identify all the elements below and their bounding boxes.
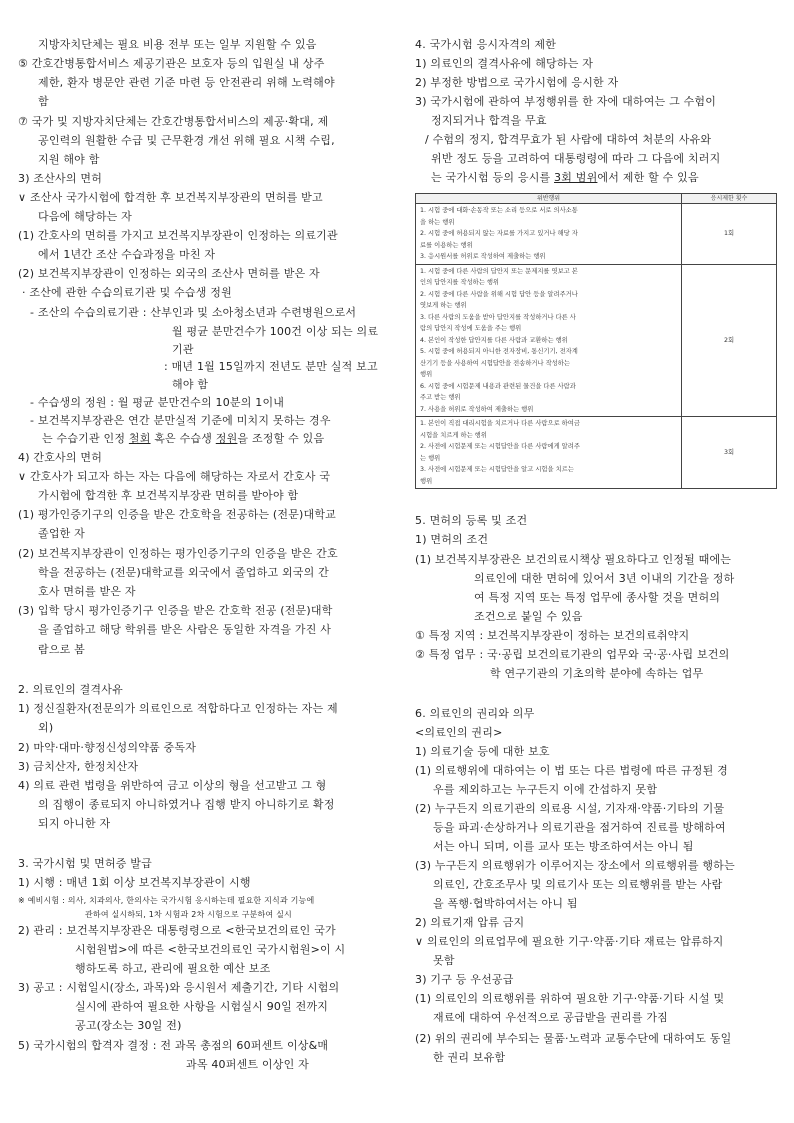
text-line: 에서 1년간 조산 수습과정을 마친 자 bbox=[38, 248, 216, 261]
section-heading: 4. 국가시험 응시자격의 제한 bbox=[415, 38, 557, 51]
act-line: 을 하는 행위 bbox=[420, 218, 455, 226]
violation-table bbox=[415, 193, 777, 489]
act-line: 주고 받는 행위 bbox=[420, 394, 461, 401]
table-cell-count: 2회 bbox=[682, 264, 777, 417]
text-line: 되지 아니한 자 bbox=[38, 817, 111, 830]
text-line bbox=[42, 432, 324, 446]
section-heading: 3. 국가시험 및 면허증 발급 bbox=[18, 857, 152, 870]
text-line: 여 특정 지역 또는 특정 업무에 종사할 것을 면허의 bbox=[474, 591, 721, 604]
text-line: - 보건복지부장관은 연간 분만실적 기준에 미치지 못하는 경우 bbox=[30, 414, 331, 427]
text-segment: 에서 제한 할 수 있음 bbox=[597, 171, 699, 184]
text-line: <의료인의 권리> bbox=[415, 726, 503, 739]
act-line: 4. 본인이 작성한 답안지를 다른 사람과 교환하는 행위 bbox=[420, 336, 568, 344]
table-cell-acts bbox=[416, 417, 682, 489]
text-line: 2) 마약·대마·향정신성의약품 중독자 bbox=[18, 741, 197, 754]
text-line: 제한, 환자 병문안 관련 기준 마련 등 안전관리 위해 노력해야 bbox=[38, 76, 335, 89]
text-line: 가시험에 합격한 후 보건복지부장관 면허를 받아야 함 bbox=[38, 489, 299, 502]
act-line: 3. 응시원서를 허위로 작성하여 제출하는 행위 bbox=[420, 253, 546, 260]
text-line: 2) 의료기재 압류 금지 bbox=[415, 916, 525, 929]
text-line: 2) 부정한 방법으로 국가시험에 응시한 자 bbox=[415, 76, 619, 89]
text-line: 시험원법>에 따른 <한국보건의료인 국가시험원>이 시 bbox=[75, 943, 346, 956]
text-line: ∨ 조산사 국가시험에 합격한 후 보건복지부장관의 면허를 받고 bbox=[18, 191, 323, 204]
text-line: (1) 의료인의 의료행위를 위하여 필요한 기구·약품·기타 시설 및 bbox=[415, 992, 725, 1005]
text-line: ∨ 의료인의 의료업무에 필요한 기구·약품·기타 재료는 압류하지 bbox=[415, 935, 724, 948]
text-line: ∨ 간호사가 되고자 하는 자는 다음에 해당하는 자로서 간호사 국 bbox=[18, 470, 331, 483]
text-line: 학 연구기관의 기초의학 분야에 속하는 업무 bbox=[490, 667, 704, 680]
text-line: 호사 면허를 받은 자 bbox=[38, 585, 136, 598]
text-line: (2) 보건복지부장관이 인정하는 외국의 조산사 면허를 받은 자 bbox=[18, 267, 320, 280]
act-line: 2. 사전에 시험문제 또는 시험답안을 다른 사람에게 알려주 bbox=[420, 443, 580, 450]
text-line: 3) 기구 등 우선공급 bbox=[415, 973, 514, 986]
text-line: 1) 의료인의 결격사유에 해당하는 자 bbox=[415, 57, 594, 70]
text-line: 공고(장소는 30일 전) bbox=[75, 1019, 182, 1032]
act-line: 3. 다른 사람의 도움을 받아 답안지를 작성하거나 다른 사 bbox=[420, 313, 576, 321]
text-line: 과목 40퍼센트 이상인 자 bbox=[186, 1058, 309, 1071]
text-line: 실시에 관하여 필요한 사항을 시험실시 90일 전까지 bbox=[75, 1000, 329, 1013]
text-line: (3) 누구든지 의료행위가 이루어지는 장소에서 의료행위를 행하는 bbox=[415, 859, 735, 872]
act-line: 람의 답안지 작성에 도움을 주는 행위 bbox=[420, 325, 522, 332]
text-line: - 조산의 수습의료기관 : 산부인과 및 소아청소년과 수련병원으로서 bbox=[30, 306, 357, 319]
text-line-content: 는 수습기관 인정 철회 혹은 수습생 정원을 조정할 수 있음 bbox=[42, 432, 325, 445]
act-line: 1. 본인이 직접 대리시험을 치르거나 다른 사람으로 하여금 bbox=[420, 420, 580, 427]
text-line: (1) 평가인증기구의 인증을 받은 간호학을 전공하는 (전문)대학교 bbox=[18, 508, 336, 521]
table-cell-count: 1회 bbox=[682, 204, 777, 265]
text-line: 5) 국가시험의 합격자 결정 : 전 과목 총점의 60퍼센트 이상&매 bbox=[18, 1039, 329, 1052]
text-line: 재료에 대하여 우선적으로 공급받을 권리를 가짐 bbox=[433, 1011, 669, 1024]
text-line: 함 bbox=[38, 95, 49, 108]
act-line: 는 행위 bbox=[420, 454, 441, 462]
text-line: 졸업한 자 bbox=[38, 527, 86, 540]
table-row bbox=[416, 417, 777, 489]
text-line: 2) 관리 : 보건복지부장관은 대통령령으로 <한국보건의료인 국가 bbox=[18, 924, 336, 937]
text-line: 지원 해야 함 bbox=[38, 153, 100, 166]
text-line: : 매년 1월 15일까지 전년도 분만 실적 보고 bbox=[164, 360, 378, 373]
text-line: (3) 입학 당시 평가인증기구 인증을 받은 간호학 전공 (전문)대학 bbox=[18, 604, 333, 617]
text-line: 한 권리 보유함 bbox=[433, 1051, 506, 1064]
act-line: 산기기 등을 사용하여 시험답안을 전송하거나 작성하는 bbox=[420, 359, 570, 367]
text-line: 4) 의료 관련 법령을 위반하여 금고 이상의 형을 선고받고 그 형 bbox=[18, 779, 327, 792]
text-line: / 수험의 정지, 합격무효가 된 사람에 대하여 처분의 사유와 bbox=[425, 133, 712, 146]
text-line: (1) 의료행위에 대하여는 이 법 또는 다른 법령에 따른 규정된 경 bbox=[415, 764, 728, 777]
text-line: · 조산에 관한 수습의료기관 및 수습생 정원 bbox=[22, 286, 232, 299]
text-line: 3) 국가시험에 관하여 부정행위를 한 자에 대하여는 그 수험이 bbox=[415, 95, 717, 108]
act-line: 시험을 치르게 하는 행위 bbox=[420, 431, 487, 439]
section-heading: 5. 면허의 등록 및 조건 bbox=[415, 514, 528, 527]
text-line: 서는 아니 되며, 이를 교사 또는 방조하여서는 아니 됨 bbox=[433, 840, 694, 853]
text-line: 공인력의 원활한 수급 및 근무환경 개선 위해 필요 시책 수립, bbox=[38, 134, 335, 147]
note-line: 관하여 실시하되, 1차 시험과 2차 시험으로 구분하여 실시 bbox=[85, 910, 292, 919]
section-heading: 6. 의료인의 권리와 의무 bbox=[415, 707, 535, 720]
text-line: 못함 bbox=[433, 954, 455, 967]
text-line: (2) 위의 권리에 부수되는 물품·노력과 교통수단에 대하여도 동일 bbox=[415, 1032, 732, 1045]
text-line: ② 특정 업무 : 국·공립 보건의료기관의 업무와 국·공·사립 보건의 bbox=[415, 648, 730, 661]
text-line: - 수습생의 정원 : 월 평균 분만건수의 10분의 1이내 bbox=[30, 396, 285, 409]
text-line: 을 폭행·협박하여서는 아니 됨 bbox=[433, 897, 578, 910]
text-line: 1) 의료기술 등에 대한 보호 bbox=[415, 745, 550, 758]
text-line: 1) 면허의 조건 bbox=[415, 533, 489, 546]
text-line: 람으로 봄 bbox=[38, 643, 86, 656]
section-heading: 3) 조산사의 면허 bbox=[18, 172, 103, 185]
text-line: 1) 시행 : 매년 1회 이상 보건복지부장관이 시행 bbox=[18, 876, 251, 889]
text-line: 월 평균 분만건수가 100건 이상 되는 의료 bbox=[172, 325, 379, 338]
text-line: 1) 정신질환자(전문의가 의료인으로 적합하다고 인정하는 자는 제 bbox=[18, 702, 338, 715]
text-line: (1) 보건복지부장관은 보건의료시책상 필요하다고 인정될 때에는 bbox=[415, 553, 732, 566]
text-line: 정지되거나 합격을 무효 bbox=[431, 114, 547, 127]
text-segment: 는 국가시험 등의 응시를 bbox=[431, 171, 555, 184]
section-heading: 4) 간호사의 면허 bbox=[18, 451, 103, 464]
act-line: 행위 bbox=[420, 477, 433, 485]
act-line: 1. 시험 중에 다른 사람의 답안지 또는 문제지를 엿보고 본 bbox=[420, 267, 578, 275]
text-line: 조건으로 붙일 수 있음 bbox=[474, 610, 583, 623]
act-line: 3. 사전에 시험문제 또는 시험답안을 알고 시험을 치르는 bbox=[420, 466, 574, 473]
text-line: 행하도록 하고, 관리에 필요한 예산 보조 bbox=[75, 962, 271, 975]
text-line: 을 졸업하고 해당 학위를 받은 사람은 동일한 자격을 가진 사 bbox=[38, 623, 332, 636]
text-line: 외) bbox=[38, 721, 54, 734]
act-line: 6. 시험 중에 시험문제 내용과 관련된 물건을 다른 사람과 bbox=[420, 382, 576, 390]
text-line: 의료인에 대한 면허에 있어서 3년 이내의 기간을 정하 bbox=[474, 572, 735, 585]
note-line: ※ 예비시험 : 의사, 치과의사, 한의사는 국가시험 응시하는데 필요한 지식과 기능에 bbox=[18, 896, 315, 905]
table-cell-count: 3회 bbox=[682, 417, 777, 489]
text-line: 지방자치단체는 필요 비용 전부 또는 일부 지원할 수 있음 bbox=[38, 38, 317, 51]
act-line: 5. 시험 중에 허용되지 아니한 전자장비, 통신기기, 전자계 bbox=[420, 348, 578, 355]
table-header: 위반행위 bbox=[416, 194, 682, 204]
text-line: ⑦ 국가 및 지방자치단체는 간호간병통합서비스의 제공·확대, 제 bbox=[18, 115, 329, 128]
act-line: 1. 시험 중에 대화·손동작 또는 소리 등으로 서로 의사소통 bbox=[420, 207, 578, 214]
table-row bbox=[416, 204, 777, 265]
text-line: 3) 공고 : 시험일시(장소, 과목)와 응시원서 제출기간, 기타 시험의 bbox=[18, 981, 340, 994]
underlined-text: 3회 범위 bbox=[554, 171, 598, 184]
text-line: 3) 금치산자, 한정치산자 bbox=[18, 760, 139, 773]
act-line: 엿보게 하는 행위 bbox=[420, 302, 467, 309]
act-line: 인의 답안지를 작성하는 행위 bbox=[420, 279, 499, 286]
table-header-row bbox=[416, 194, 777, 204]
text-line: 기관 bbox=[172, 343, 194, 356]
text-line: 학을 전공하는 (전문)대학교를 외국에서 졸업하고 외국의 간 bbox=[38, 566, 329, 579]
act-line: 행위 bbox=[420, 371, 433, 378]
text-line: 다음에 해당하는 자 bbox=[38, 210, 133, 223]
text-line: 해야 함 bbox=[172, 378, 209, 391]
text-line: 우를 제외하고는 누구든지 이에 간섭하지 못함 bbox=[433, 783, 658, 796]
table-cell-acts bbox=[416, 204, 682, 265]
text-line: ⑤ 간호간병통합서비스 제공기관은 보호자 등의 입원실 내 상주 bbox=[18, 57, 325, 70]
text-line: 등을 파괴·손상하거나 의료기관을 점거하여 진료를 방해하여 bbox=[433, 821, 726, 834]
text-line: 위반 정도 등을 고려하여 대통령령에 따라 그 다음에 치러지 bbox=[431, 152, 721, 165]
text-line: (2) 누구든지 의료기관의 의료용 시설, 기자재·약품·기타의 기물 bbox=[415, 802, 725, 815]
act-line: 7. 사용을 허위로 작성하여 제출하는 행위 bbox=[420, 405, 534, 413]
text-line: 의료인, 간호조무사 및 의료기사 또는 의료행위를 받는 사람 bbox=[433, 878, 723, 891]
text-line bbox=[431, 171, 699, 185]
text-line: ① 특정 지역 : 보건복지부장관이 정하는 보건의료취약지 bbox=[415, 629, 690, 642]
table-cell-acts bbox=[416, 264, 682, 417]
text-line: (1) 간호사의 면허를 가지고 보건복지부장관이 인정하는 의료기관 bbox=[18, 229, 338, 242]
section-heading: 2. 의료인의 결격사유 bbox=[18, 683, 123, 696]
table-row bbox=[416, 264, 777, 417]
text-line: (2) 보건복지부장관이 인정하는 평가인증기구의 인증을 받은 간호 bbox=[18, 547, 338, 560]
text-line: 의 집행이 종료되지 아니하였거나 집행 받지 아니하기로 확정 bbox=[38, 798, 335, 811]
act-line: 료를 이용하는 행위 bbox=[420, 241, 473, 249]
act-line: 2. 시험 중에 다른 사람을 위해 시험 답안 등을 알려주거나 bbox=[420, 290, 578, 298]
table-header: 응시제한 횟수 bbox=[682, 194, 777, 204]
act-line: 2. 시험 중에 허용되지 않는 자료를 가지고 있거나 해당 자 bbox=[420, 230, 578, 237]
